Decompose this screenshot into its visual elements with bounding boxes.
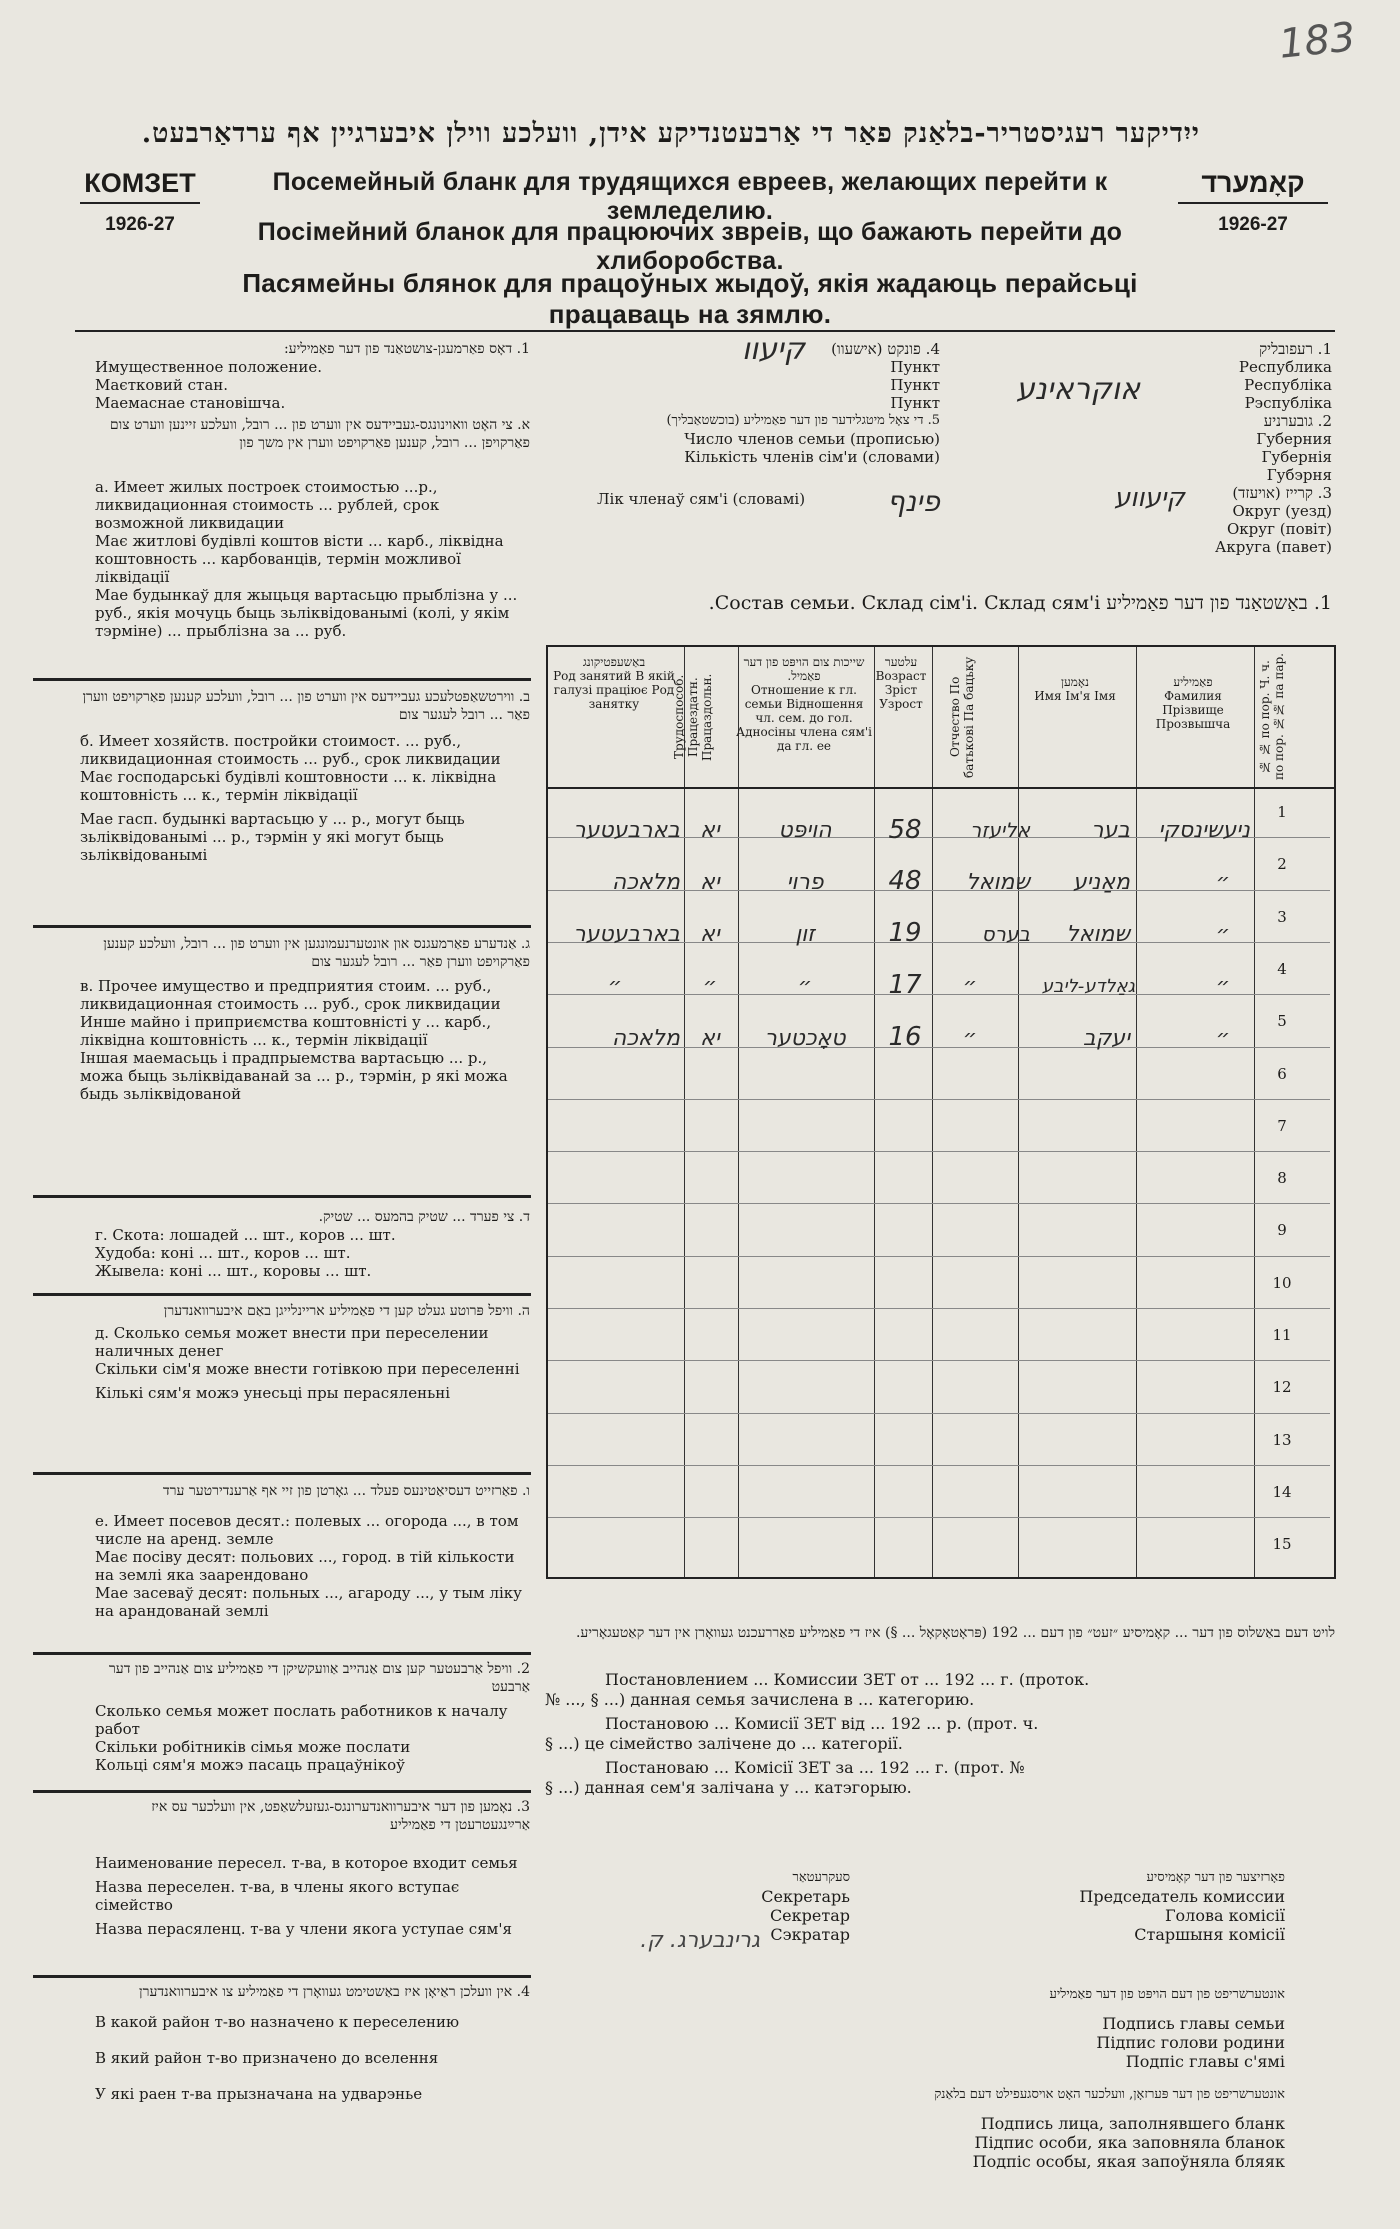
workers-by: Кольці сям'я можэ пасаць працаўнікоў <box>95 1756 405 1774</box>
row2-name: מאַניע <box>1072 870 1130 895</box>
decision-by-line2: § ...) данная сем'я залічана у ... катэгорыю. <box>545 1778 912 1797</box>
filler-signature-block <box>560 2085 1285 2171</box>
farm-buildings-by: Мае гасп. будынкі вартасьцю у ... р., могут быць зьліквідованымі ... р., тэрмін у які могут быць зьліквідованымі <box>80 810 465 864</box>
col-relation-label: Отношение к гл. семьи Відношення чл. сем. до гол. Адносіны члена сям'і да гл. ее <box>736 683 873 753</box>
table-row-line <box>548 1203 1330 1204</box>
chairman-ru: Председатель комиссии <box>1079 1887 1285 1906</box>
okrug-by: Акруга (павет) <box>1215 538 1332 556</box>
cash-uk: Скільки сім'я може внести готівкою при переселенні <box>95 1360 520 1378</box>
province-ru: Губерния <box>1256 430 1332 448</box>
livestock-ru: г. Скота: лошадей ... шт., коров ... шт. <box>95 1226 396 1244</box>
row5-relation: טאָכטער <box>764 1026 846 1051</box>
handwritten-members: פינף <box>887 485 940 518</box>
section-crops <box>95 1482 530 1620</box>
table-row-line <box>548 1517 1330 1518</box>
col-occupation-label: Род занятий В якій галузі праціює Род занятку <box>553 669 675 711</box>
crops-by: Мае засеваў десят: польных ..., агароду ..., у тым ліку на арандованай землі <box>95 1584 522 1620</box>
row4-age: 17 <box>888 970 922 1000</box>
title-russian: Посемейный бланк для трудящихся евреев, желающих перейти к земледелию. <box>272 168 1108 225</box>
col-name-yiddish: נאָמען <box>1060 675 1090 689</box>
farm-buildings-uk: Має господарські будівлі коштовности ... к. ліквідна коштовність ... к., термін ліквідації <box>80 768 497 804</box>
secretary-yiddish: סעקרעטאַר <box>792 1870 850 1885</box>
row4-surname: ״ <box>1215 974 1230 999</box>
row3-name: שמואל <box>1066 922 1130 947</box>
row3-occupation: בארבעטער <box>573 922 680 947</box>
society-by: Назва перасяленц. т-ва у члени якога уступае сям'я <box>95 1920 512 1938</box>
komerd-brand <box>1178 168 1328 236</box>
row-number: 6 <box>1277 1064 1287 1083</box>
row1-age: 58 <box>888 815 922 845</box>
section-cash <box>95 1302 530 1402</box>
cash-yiddish: ה. וויפל פּרוטע געלט קען די פאַמיליע אריינלייגן באַם איבערוואנדערן <box>163 1303 530 1319</box>
table-row-line <box>548 1308 1330 1309</box>
col-workability: Трудоспособ. Працездатн. Працаздольн. <box>672 673 714 761</box>
crops-yiddish: ו. פאַרזייט דעסיאַטינעס פעלד ... גאָרטן פון זיי אף אַרענדירטער ערד <box>162 1483 530 1499</box>
divider-f <box>33 1472 531 1475</box>
col-surname <box>1134 675 1252 731</box>
row-number: 8 <box>1277 1169 1287 1188</box>
province-by: Губэрня <box>1266 466 1332 484</box>
society-uk: Назва переселен. т-ва, в члены якого вступає сімейство <box>95 1878 460 1914</box>
row2-age: 48 <box>888 866 922 896</box>
row3-surname: ״ <box>1215 922 1230 947</box>
col-number: № № по пор. Ч. ч. по пор. №№ па пар. <box>1258 653 1286 781</box>
settlement-by: Пункт <box>890 394 940 412</box>
row-number: 1 <box>1277 803 1287 821</box>
divider-4 <box>33 1975 531 1978</box>
row-number: 9 <box>1277 1221 1287 1240</box>
divider-3 <box>33 1790 531 1793</box>
row-number: 7 <box>1277 1116 1287 1135</box>
row-number: 14 <box>1272 1482 1292 1501</box>
row1-relation: הויפּט <box>778 818 832 843</box>
livestock-yiddish: ד. צי פערד ... שטיק בהמעס ... שטיק. <box>318 1209 530 1225</box>
row5-patronymic: ״ <box>962 1026 978 1051</box>
district-okrug-yiddish: 3. קרייז (אויעזד) <box>1232 484 1332 502</box>
district-yiddish: 4. אין וועלכן ראַיאָן איז באַשטימט געוואָרן די פאַמיליע צו איבערוואנדערן <box>139 1984 530 2000</box>
title-ukrainian: Посімейний бланок для працюючих звреів, що бажають перейти до хлиборобства. <box>257 218 1123 275</box>
settlement-yiddish: 4. פונקט (אישעוו) <box>831 340 940 358</box>
secretary-signature: גרינבערג. ק. <box>640 1928 760 1953</box>
property-uk: Маєтковий стан. <box>95 376 229 394</box>
brand-name-right: קאָמערד <box>1178 168 1328 204</box>
col-patronymic: Отчество По батькові Па бацьку <box>948 656 976 778</box>
province-yiddish: 2. גובערניע <box>1263 412 1332 430</box>
housing-ru: а. Имеет жилых построек стоимостью ...р., ликвидационная стоимость ... рублей, срок возможной ликвидации <box>95 478 440 532</box>
housing-yiddish: א. צי האָט וואוינונגס-געביידעס אין ווערט פון ... רובל, וועלכע זיינען ווערט צום פאַרקויפן ... רובל, קענען פאַרקויפט ווערן אין משך פון <box>109 417 530 451</box>
row3-workable: יא <box>700 922 720 947</box>
row2-workable: יא <box>700 870 720 895</box>
table-row-line <box>548 1360 1330 1361</box>
settlement-uk: Пункт <box>890 376 940 394</box>
district-by: У які раен т-ва прызначана на удварэнье <box>95 2085 423 2103</box>
other-property-ru: в. Прочее имущество и предприятия стоим. ... руб., ликвидационная стоимость ... руб., срок ликвидации <box>80 977 501 1013</box>
secretary-ru: Секретарь <box>761 1887 850 1906</box>
other-property-by: Іншая маемасьць і прадпрыемства вартасьцю ... р., можа быць зьліквідаванай за ... р., тэрмін, р які можа быдь зьліквідованой <box>80 1049 508 1103</box>
filler-ru: Подпись лица, заполнявшего бланк <box>980 2114 1285 2133</box>
divider-e <box>33 1293 531 1296</box>
other-property-yiddish: ג. אַנדערע פאַרמעגנס און אונטערנעמונגען אין ווערט פון ... רובל, וועלכע קענען פאַרקויפט ווערן פאַר ... רובל לעגער צום <box>103 936 530 970</box>
section-workers <box>95 1660 530 1774</box>
secretary-uk: Секретар <box>769 1906 850 1925</box>
table-row-line <box>548 1465 1330 1466</box>
divider-2 <box>33 1652 531 1655</box>
district-ru: В какой район т-во назначено к переселению <box>95 2013 460 2031</box>
members-by: Лік членаў сям'і (словамі) <box>597 490 806 508</box>
decision-ru-line2: № ..., § ...) данная семья зачислена в ... категорию. <box>545 1690 975 1709</box>
property-by: Маемаснае становішча. <box>95 394 286 412</box>
housing-uk: Має житлові будівлі коштов вісти ... карб., ліквідна коштовность ... карбованців, термін можливої ліквідації <box>95 532 504 586</box>
table-row-line <box>548 1413 1330 1414</box>
table-row-line <box>548 1151 1330 1152</box>
society-ru: Наименование пересел. т-ва, в которое входит семья <box>95 1854 518 1872</box>
row5-surname: ״ <box>1215 1026 1230 1051</box>
republic-yiddish: 1. רעפובליק <box>1259 340 1332 358</box>
row-number: 2 <box>1277 855 1287 874</box>
row-number: 4 <box>1277 959 1287 978</box>
filler-by: Подпіс особы, якая запоўняла бляяк <box>972 2152 1285 2171</box>
section-farm-buildings <box>80 688 530 864</box>
row2-relation: פרוי <box>786 870 824 895</box>
row1-name: בער <box>1091 818 1130 843</box>
handwritten-republic: אוקראינע <box>1016 372 1140 407</box>
farm-buildings-yiddish: ב. ווירטשאַפטלעכע געביידעס אין ווערט פון ... רובל, וועלכע קענען פאַרקויפט ווערן פאַר ... רובל לעגער צום <box>82 689 530 723</box>
farm-buildings-ru: б. Имеет хозяйств. постройки стоимост. ... руб., ликвидационная стоимость ... руб., срок ликвидации <box>80 732 501 768</box>
cash-ru: д. Сколько семья может внести при переселении наличных денег <box>95 1324 489 1360</box>
brand-year-left: 1926-27 <box>105 214 175 235</box>
col-age-yiddish: עלטער <box>884 655 918 669</box>
members-uk: Кількість членів сім'и (словами) <box>684 448 940 466</box>
decision-by-line1: Постановаю ... Комісії ЗЕТ за ... 192 ... г. (прот. № <box>605 1758 1025 1777</box>
section-resettlement-society <box>95 1798 530 1938</box>
row5-workable: יא <box>700 1026 720 1051</box>
col-age-label: Возраст Зріст Узрост <box>875 669 927 711</box>
chairman-yiddish: פאָרזיצער פון דער קאָמיסיע <box>1146 1870 1285 1885</box>
handwritten-settlement: קיעוו <box>741 332 805 367</box>
row4-patronymic: ״ <box>962 974 978 999</box>
section-property <box>95 340 530 452</box>
republic-uk: Республіка <box>1244 376 1332 394</box>
col-name-label: Имя Ім'я Імя <box>1034 689 1116 703</box>
divider-c <box>33 925 531 928</box>
brand-name-left: КОМЗЕТ <box>80 168 200 204</box>
row1-patronymic: אליעזר <box>970 818 1030 842</box>
col-occupation-yiddish: באַשעפטיקונג <box>582 655 646 669</box>
handwritten-okrug: קיעווע <box>1114 483 1185 513</box>
family-table <box>546 645 1336 1579</box>
crops-uk: Має посіву десят: польових ..., город. в тій кількости на землі яка заарендовано <box>95 1548 515 1584</box>
housing-by: Мае будынкаў для жыцьця вартасьцю прыблізна у ... руб., якія мочуць быць зьліквідованымі (колі, у якім тэрміне) ... прыблізна за ... руб. <box>95 586 518 640</box>
workers-uk: Скільки робітників сімья може послати <box>95 1738 411 1756</box>
row1-occupation: בארבעטער <box>573 818 680 843</box>
decision-ru-line1: Постановлением ... Комиссии ЗЕТ от ... 192 ... г. (проток. <box>605 1670 1090 1689</box>
head-signature-block <box>700 1985 1285 2071</box>
settlement-ru: Пункт <box>890 358 940 376</box>
head-uk: Підпис голови родини <box>1096 2033 1285 2052</box>
other-property-uk: Инше майно і приприємства коштовністі у ... карб., ліквідна коштовність ... к., термін ліквідації <box>80 1013 492 1049</box>
secretary-by: Сэкратар <box>770 1925 850 1944</box>
row4-name: גאַלדע-ליבע <box>1041 976 1135 997</box>
row1-workable: יא <box>700 818 720 843</box>
komzet-brand <box>80 168 200 236</box>
col-relation-yiddish: שייכות צום הויפּט פון דער פאַמיל. <box>743 655 865 683</box>
section-livestock <box>95 1208 530 1280</box>
chairman-signature-block <box>1030 1868 1285 1944</box>
row3-relation: זון <box>795 922 815 947</box>
row1-surname: ניעשינסקי <box>1158 818 1250 843</box>
row2-patronymic: שמואל <box>966 870 1030 895</box>
members-yiddish: 5. די צאָל מיטגלידער פון דער פאַמיליע (בוכשטאַבליך) <box>666 413 940 428</box>
table-row-line <box>548 1256 1330 1257</box>
decision-uk-line2: § ...) це сімейство залічене до ... категорії. <box>545 1734 903 1753</box>
divider-b <box>33 678 531 681</box>
family-composition-heading: 1. באַשטאַנד פון דער פאַמיליע Состав семьи. Склад сім'і. Склад сям'і. <box>708 592 1332 614</box>
archive-number-stamp: 183 <box>1276 14 1358 68</box>
row5-age: 16 <box>888 1022 922 1052</box>
row4-occupation: ״ <box>607 974 623 999</box>
row3-age: 19 <box>888 918 922 948</box>
workers-yiddish: 2. וויפל אַרבעטער קען צום אַנהייב אַוועקשיקן די פאַמיליע צום אַנהייב פון דער אַרבעט <box>108 1661 530 1695</box>
workers-ru: Сколько семья может послать работников к началу работ <box>95 1702 508 1738</box>
filler-uk: Підпис особи, яка заповняла бланок <box>974 2133 1285 2152</box>
col-age <box>872 655 930 711</box>
table-row-line <box>548 1099 1330 1100</box>
head-yiddish: אונטערשריפט פון דעם הויפּט פון דער פאַמיליע <box>1049 1987 1285 2002</box>
chairman-uk: Голова комісії <box>1164 1906 1285 1925</box>
row4-workable: ״ <box>702 974 718 999</box>
province-uk: Губернія <box>1261 448 1332 466</box>
row3-patronymic: בערס <box>981 922 1030 946</box>
section-district <box>95 1983 530 2103</box>
row-number: 10 <box>1272 1273 1292 1292</box>
property-ru: Имущественное положение. <box>95 358 322 376</box>
property-yiddish: 1. דאָס פאַרמעגן-צושטאַנד פון דער פאַמיליע: <box>283 341 530 357</box>
section-other-property <box>80 935 530 1103</box>
brand-year-right: 1926-27 <box>1218 214 1288 235</box>
head-ru: Подпись главы семьи <box>1102 2014 1285 2033</box>
col-surname-yiddish: פאַמיליע <box>1173 675 1213 689</box>
republic-by: Рэспубліка <box>1244 394 1332 412</box>
livestock-by: Жывела: коні ... шт., коровы ... шт. <box>95 1262 372 1280</box>
decision-uk-line1: Постановою ... Комисії ЗЕТ від ... 192 ... р. (прот. ч. <box>605 1714 1039 1733</box>
row-number: 11 <box>1272 1326 1292 1344</box>
section-housing <box>95 478 530 640</box>
row-number: 5 <box>1277 1012 1287 1031</box>
members-ru: Число членов семьи (прописью) <box>684 430 940 448</box>
row-number: 12 <box>1272 1378 1292 1397</box>
head-by: Подпіс главы с'ямі <box>1125 2052 1285 2071</box>
district-uk: В який район т-во призначено до вселення <box>95 2049 439 2067</box>
row5-occupation: מלאכה <box>611 1026 680 1051</box>
col-surname-label: Фамилия Прізвище Прозвышча <box>1155 689 1231 731</box>
society-yiddish: 3. נאָמען פון דער איבערוואנדערונגס-געזעלשאַפט, אין וועלכער עס איז אַרײַנגעטרעטן די פאַמיליע <box>151 1799 530 1833</box>
chairman-by: Старшыня комісії <box>1134 1925 1285 1944</box>
yiddish-form-title: ייִדיקער רעגיסטריר-בלאַנק פאַר די אַרבעטנדיקע אידן, וועלכע ווילן איבערגיין אף ערדאַרבעט. <box>141 118 1200 149</box>
decision-block <box>545 1670 1335 1798</box>
row2-surname: ״ <box>1215 870 1230 895</box>
row4-relation: ״ <box>797 974 813 999</box>
row5-name: יעקב <box>1082 1026 1130 1051</box>
republic-ru: Республика <box>1238 358 1332 376</box>
col-name <box>1016 675 1134 703</box>
row-number: 15 <box>1272 1535 1292 1554</box>
row-number: 13 <box>1272 1430 1292 1449</box>
crops-ru: е. Имеет посевов десят.: полевых ... огорода ..., в том числе на аренд. земле <box>95 1512 519 1548</box>
okrug-ru: Округ (уезд) <box>1232 502 1332 520</box>
cash-by: Кількі сям'я можэ унесьці пры перасяленьні <box>95 1384 451 1402</box>
col-relation <box>736 655 872 753</box>
livestock-uk: Худоба: коні ... шт., коров ... шт. <box>95 1244 351 1262</box>
title-belarusian: Пасямейны блянок для працоўных жыдоў, якія жадаюць перайсьці працаваць на зямлю. <box>242 268 1138 329</box>
decision-yiddish: לויט דעם באַשלוס פון דער ... קאָמיסיע ״זעט״ פון דעם ... 192 (פּראָטאָקאָל ... §) איז די פאַמיליע פאַררעכנט געוואָרן אין דער קאַטעגאָריע. <box>575 1625 1335 1641</box>
filler-yiddish: אונטערשריפט פון דער פּערזאָן, וועלכער האָט אויסגעפילט דעם בלאַנק <box>934 2087 1285 2102</box>
row-number: 3 <box>1277 907 1287 926</box>
row2-occupation: מלאכה <box>611 870 680 895</box>
okrug-uk: Округ (повіт) <box>1227 520 1332 538</box>
col-occupation <box>546 655 682 711</box>
divider-d <box>33 1195 531 1198</box>
